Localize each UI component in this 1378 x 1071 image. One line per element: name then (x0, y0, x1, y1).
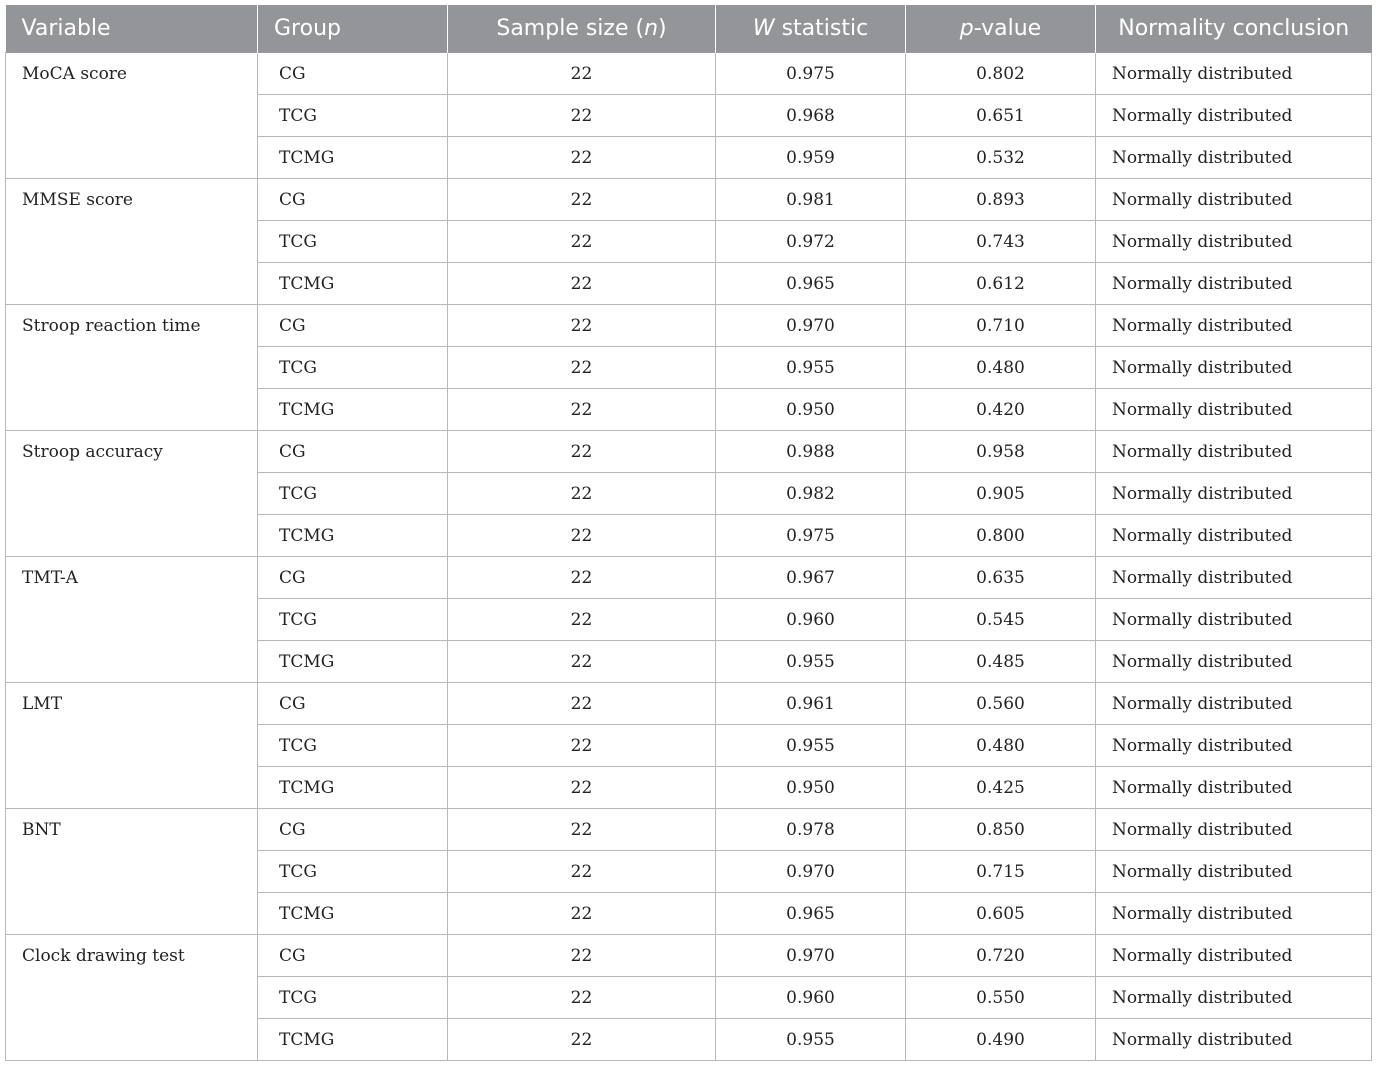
header-w-statistic: W statistic (716, 5, 906, 53)
w-statistic-cell: 0.975 (716, 515, 906, 557)
w-statistic-cell: 0.981 (716, 179, 906, 221)
p-value-cell: 0.958 (906, 431, 1096, 473)
variable-cell: Stroop reaction time (6, 305, 258, 431)
p-value-cell: 0.605 (906, 893, 1096, 935)
w-statistic-cell: 0.955 (716, 641, 906, 683)
w-statistic-cell: 0.970 (716, 935, 906, 977)
w-statistic-cell: 0.959 (716, 137, 906, 179)
group-cell: CG (258, 53, 448, 95)
variable-cell: Clock drawing test (6, 935, 258, 1061)
w-statistic-cell: 0.965 (716, 893, 906, 935)
p-value-cell: 0.480 (906, 347, 1096, 389)
group-cell: TCMG (258, 263, 448, 305)
variable-cell: LMT (6, 683, 258, 809)
variable-cell: MMSE score (6, 179, 258, 305)
group-cell: TCMG (258, 389, 448, 431)
sample-size-cell: 22 (448, 431, 716, 473)
sample-size-cell: 22 (448, 221, 716, 263)
p-value-cell: 0.532 (906, 137, 1096, 179)
p-value-cell: 0.635 (906, 557, 1096, 599)
p-value-cell: 0.545 (906, 599, 1096, 641)
sample-size-cell: 22 (448, 683, 716, 725)
normality-conclusion-cell: Normally distributed (1096, 851, 1372, 893)
header-p-value: p-value (906, 5, 1096, 53)
group-cell: TCG (258, 851, 448, 893)
normality-conclusion-cell: Normally distributed (1096, 347, 1372, 389)
sample-size-cell: 22 (448, 767, 716, 809)
sample-size-cell: 22 (448, 977, 716, 1019)
w-statistic-cell: 0.970 (716, 305, 906, 347)
w-statistic-cell: 0.970 (716, 851, 906, 893)
sample-size-cell: 22 (448, 473, 716, 515)
group-cell: CG (258, 683, 448, 725)
normality-table (5, 5, 1372, 1061)
header-normality-conclusion: Normality conclusion (1096, 5, 1372, 53)
group-cell: TCG (258, 221, 448, 263)
group-cell: TCMG (258, 641, 448, 683)
normality-conclusion-cell: Normally distributed (1096, 473, 1372, 515)
normality-conclusion-cell: Normally distributed (1096, 893, 1372, 935)
w-statistic-cell: 0.988 (716, 431, 906, 473)
w-statistic-cell: 0.960 (716, 977, 906, 1019)
normality-conclusion-cell: Normally distributed (1096, 935, 1372, 977)
w-statistic-cell: 0.961 (716, 683, 906, 725)
sample-size-cell: 22 (448, 137, 716, 179)
sample-size-cell: 22 (448, 641, 716, 683)
table-row (6, 557, 1372, 599)
sample-size-cell: 22 (448, 557, 716, 599)
group-cell: CG (258, 935, 448, 977)
group-cell: TCG (258, 347, 448, 389)
p-value-cell: 0.560 (906, 683, 1096, 725)
w-statistic-cell: 0.967 (716, 557, 906, 599)
sample-size-cell: 22 (448, 599, 716, 641)
group-cell: CG (258, 179, 448, 221)
normality-conclusion-cell: Normally distributed (1096, 977, 1372, 1019)
normality-conclusion-cell: Normally distributed (1096, 557, 1372, 599)
normality-conclusion-cell: Normally distributed (1096, 641, 1372, 683)
w-statistic-cell: 0.955 (716, 347, 906, 389)
p-value-cell: 0.893 (906, 179, 1096, 221)
p-value-cell: 0.612 (906, 263, 1096, 305)
table-row (6, 53, 1372, 95)
normality-conclusion-cell: Normally distributed (1096, 95, 1372, 137)
group-cell: TCMG (258, 1019, 448, 1061)
sample-size-cell: 22 (448, 1019, 716, 1061)
group-cell: TCG (258, 599, 448, 641)
group-cell: TCG (258, 977, 448, 1019)
normality-conclusion-cell: Normally distributed (1096, 179, 1372, 221)
normality-conclusion-cell: Normally distributed (1096, 767, 1372, 809)
sample-size-cell: 22 (448, 95, 716, 137)
table-body (6, 53, 1372, 1061)
group-cell: TCG (258, 725, 448, 767)
sample-size-cell: 22 (448, 347, 716, 389)
p-value-cell: 0.802 (906, 53, 1096, 95)
table-row (6, 179, 1372, 221)
variable-cell: Stroop accuracy (6, 431, 258, 557)
header-sample-size: Sample size (n) (448, 5, 716, 53)
w-statistic-cell: 0.975 (716, 53, 906, 95)
normality-conclusion-cell: Normally distributed (1096, 599, 1372, 641)
group-cell: TCMG (258, 893, 448, 935)
w-statistic-cell: 0.972 (716, 221, 906, 263)
normality-conclusion-cell: Normally distributed (1096, 305, 1372, 347)
sample-size-cell: 22 (448, 179, 716, 221)
group-cell: TCG (258, 473, 448, 515)
normality-conclusion-cell: Normally distributed (1096, 221, 1372, 263)
normality-conclusion-cell: Normally distributed (1096, 389, 1372, 431)
p-value-cell: 0.420 (906, 389, 1096, 431)
p-value-cell: 0.800 (906, 515, 1096, 557)
variable-cell: TMT-A (6, 557, 258, 683)
p-value-cell: 0.651 (906, 95, 1096, 137)
normality-conclusion-cell: Normally distributed (1096, 53, 1372, 95)
table-row (6, 305, 1372, 347)
p-value-cell: 0.715 (906, 851, 1096, 893)
sample-size-cell: 22 (448, 893, 716, 935)
normality-conclusion-cell: Normally distributed (1096, 809, 1372, 851)
normality-conclusion-cell: Normally distributed (1096, 137, 1372, 179)
w-statistic-cell: 0.960 (716, 599, 906, 641)
w-statistic-cell: 0.950 (716, 389, 906, 431)
group-cell: TCMG (258, 767, 448, 809)
table-row (6, 431, 1372, 473)
normality-conclusion-cell: Normally distributed (1096, 263, 1372, 305)
w-statistic-cell: 0.978 (716, 809, 906, 851)
sample-size-cell: 22 (448, 515, 716, 557)
p-value-cell: 0.905 (906, 473, 1096, 515)
w-statistic-cell: 0.982 (716, 473, 906, 515)
group-cell: CG (258, 305, 448, 347)
table-row (6, 935, 1372, 977)
p-value-cell: 0.480 (906, 725, 1096, 767)
group-cell: TCMG (258, 137, 448, 179)
variable-cell: MoCA score (6, 53, 258, 179)
normality-conclusion-cell: Normally distributed (1096, 725, 1372, 767)
group-cell: CG (258, 431, 448, 473)
p-value-cell: 0.550 (906, 977, 1096, 1019)
group-cell: TCMG (258, 515, 448, 557)
w-statistic-cell: 0.968 (716, 95, 906, 137)
normality-conclusion-cell: Normally distributed (1096, 515, 1372, 557)
table-header-row (6, 5, 1372, 53)
p-value-cell: 0.743 (906, 221, 1096, 263)
normality-conclusion-cell: Normally distributed (1096, 1019, 1372, 1061)
p-value-cell: 0.425 (906, 767, 1096, 809)
sample-size-cell: 22 (448, 935, 716, 977)
p-value-cell: 0.490 (906, 1019, 1096, 1061)
p-value-cell: 0.850 (906, 809, 1096, 851)
table-row (6, 683, 1372, 725)
normality-conclusion-cell: Normally distributed (1096, 683, 1372, 725)
sample-size-cell: 22 (448, 851, 716, 893)
group-cell: CG (258, 557, 448, 599)
header-variable: Variable (6, 5, 258, 53)
sample-size-cell: 22 (448, 53, 716, 95)
w-statistic-cell: 0.950 (716, 767, 906, 809)
sample-size-cell: 22 (448, 389, 716, 431)
w-statistic-cell: 0.955 (716, 725, 906, 767)
p-value-cell: 0.485 (906, 641, 1096, 683)
group-cell: TCG (258, 95, 448, 137)
header-group: Group (258, 5, 448, 53)
p-value-cell: 0.720 (906, 935, 1096, 977)
sample-size-cell: 22 (448, 809, 716, 851)
table-row (6, 809, 1372, 851)
p-value-cell: 0.710 (906, 305, 1096, 347)
group-cell: CG (258, 809, 448, 851)
variable-cell: BNT (6, 809, 258, 935)
sample-size-cell: 22 (448, 263, 716, 305)
w-statistic-cell: 0.955 (716, 1019, 906, 1061)
sample-size-cell: 22 (448, 725, 716, 767)
normality-conclusion-cell: Normally distributed (1096, 431, 1372, 473)
sample-size-cell: 22 (448, 305, 716, 347)
w-statistic-cell: 0.965 (716, 263, 906, 305)
